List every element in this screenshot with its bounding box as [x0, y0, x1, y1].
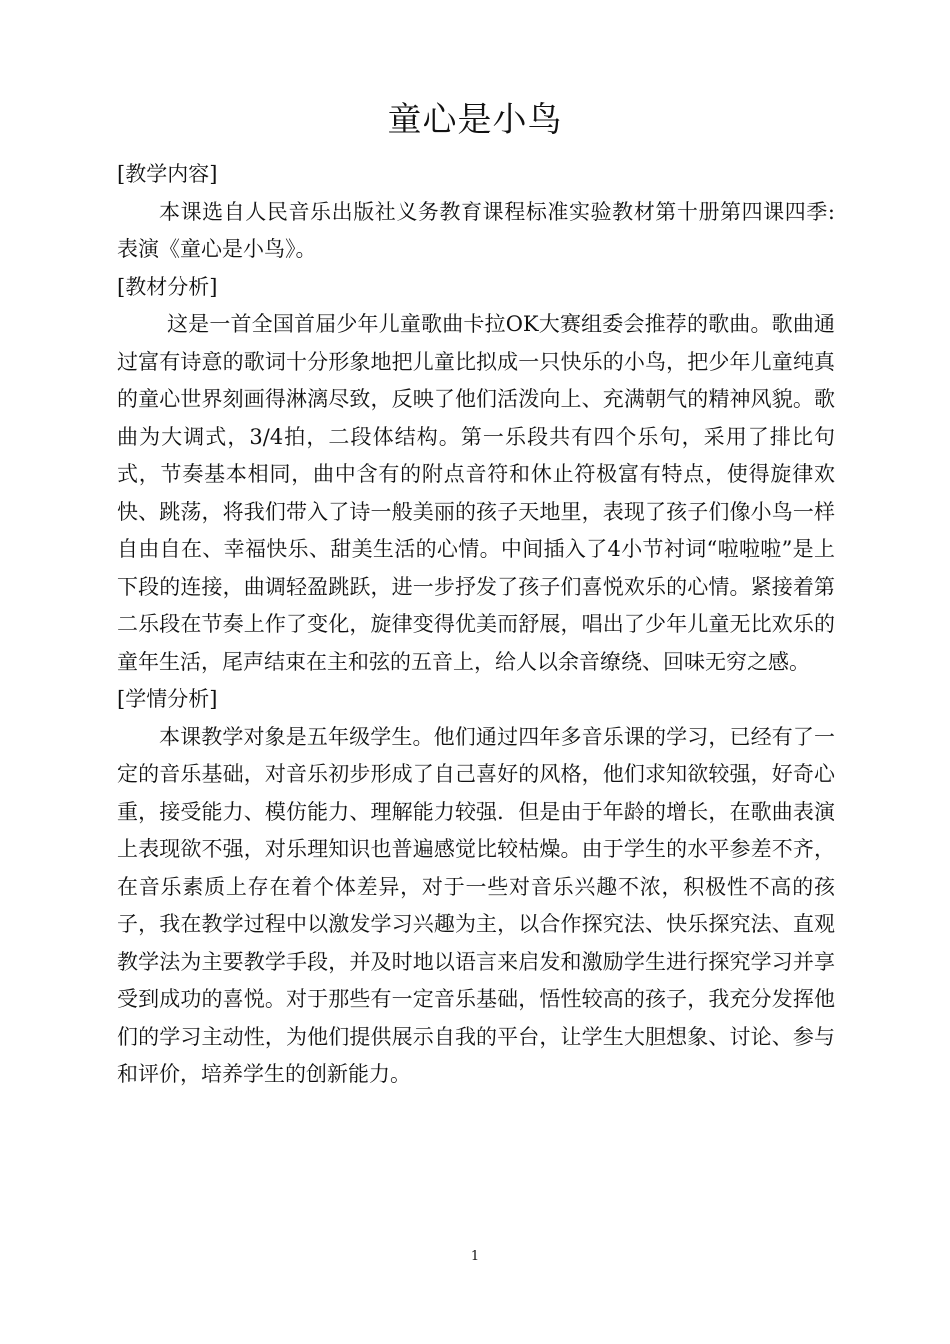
section-heading: [学情分析] — [117, 687, 218, 711]
section-student-analysis — [117, 681, 835, 1094]
section-paragraph: 本课选自人民音乐出版社义务教育课程标准实验教材第十册第四课四季:表演《童心是小鸟》。 — [117, 199, 835, 261]
page-number: 1 — [470, 1249, 480, 1264]
section-material-analysis — [117, 269, 835, 682]
document-title: 童心是小鸟 — [387, 100, 563, 140]
section-paragraph: 本课教学对象是五年级学生。他们通过四年多音乐课的学习，已经有了一定的音乐基础，对音乐初步形成了自己喜好的风格，他们求知欲较强，好奇心重，接受能力、模仿能力、理解能力较强．但是由于年龄的增长，在歌曲表演上表现欲不强，对乐理知识也普遍感觉比较枯燥。由于学生的水平参差不齐，在音乐素质上存在着个体差异，对于一些对音乐兴趣不浓，积极性不高的孩子，我在教学过程中以激发学习兴趣为主，以合作探究法、快乐探究法、直观教学法为主要教学手段，并及时地以语言来启发和激励学生进行探究学习并享受到成功的喜悦。对于那些有一定音乐基础，悟性较高的孩子，我充分发挥他们的学习主动性，为他们提供展示自我的平台，让学生大胆想象、讨论、参与和评价，培养学生的创新能力。 — [117, 724, 835, 1086]
section-heading: [教学内容] — [117, 162, 218, 186]
document-body — [117, 156, 835, 1094]
section-teaching-content — [117, 156, 835, 269]
section-heading: [教材分析] — [117, 274, 218, 299]
section-paragraph: 这是一首全国首届少年儿童歌曲卡拉OK大赛组委会推荐的歌曲。歌曲通过富有诗意的歌词十分形象地把儿童比拟成一只快乐的小鸟，把少年儿童纯真的童心世界刻画得淋漓尽致，反映了他们活泼向上、充满朝气的精神风貌。歌曲为大调式，3/4拍，二段体结构。第一乐段共有四个乐句，采用了排比句式，节奏基本相同，曲中含有的附点音符和休止符极富有特点，使得旋律欢快、跳荡，将我们带入了诗一般美丽的孩子天地里，表现了孩子们像小鸟一样自由自在、幸福快乐、甜美生活的心情。中间插入了4小节衬词“啦啦啦”是上下段的连接，曲调轻盈跳跃，进一步抒发了孩子们喜悦欢乐的心情。紧接着第二乐段在节奏上作了变化，旋律变得优美而舒展，唱出了少年儿童无比欢乐的童年生活，尾声结束在主和弦的五音上，给人以余音缭绕、回味无穷之感。 — [117, 312, 835, 674]
